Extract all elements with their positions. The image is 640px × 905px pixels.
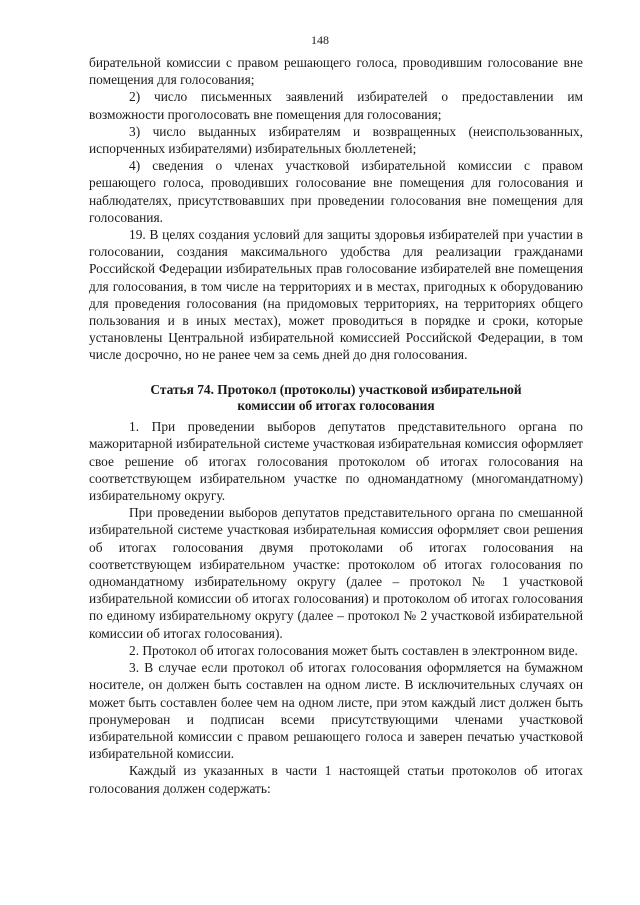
page-content [89, 54, 583, 797]
article-title-line: комиссии об итогах голосования [237, 398, 435, 414]
paragraph: 4) сведения о членах участковой избирательной комиссии с правом решающего голоса, проводивших голосование вне помещения для голосования и наблюдателях, присутствовавших при проведении голосования вне помещения для голосования. [89, 158, 583, 225]
paragraph: 1. При проведении выборов депутатов представительного органа по мажоритарной избирательной системе участковая избирательная комиссия оформляет свое решение об итогах голосования протоколом об итогах голосования на соответствующем избирательном участке по одномандатному (многомандатному) избирательному округу. [89, 419, 583, 504]
paragraph: Каждый из указанных в части 1 настоящей статьи протоколов об итогах голосования должен содержать: [89, 763, 583, 796]
paragraph: 3. В случае если протокол об итогах голосования оформляется на бумажном носителе, он должен быть составлен на одном листе. В исключительных случаях он может быть составлен более чем на одном листе, при этом каждый лист должен быть пронумерован и подписан всеми присутствующими членами участковой избирательной комиссии с правом решающего голоса и заверен печатью участковой избирательной комиссии. [89, 660, 583, 762]
paragraph: бирательной комиссии с правом решающего голоса, проводившим голосование вне помещения для голосования; [89, 55, 583, 88]
page-number: 148 [311, 33, 329, 47]
paragraph: 2) число письменных заявлений избирателей о предоставлении им возможности проголосовать вне помещения для голосования; [89, 89, 583, 122]
article-title-line: Статья 74. Протокол (протоколы) участковой избирательной [150, 381, 522, 397]
article-title [89, 382, 583, 416]
paragraph: 19. В целях создания условий для защиты здоровья избирателей при участии в голосовании, создания максимального удобства для реализации гражданами Российской Федерации избирательных прав голосование избирателей вне помещения для голосования, в том числе на территориях и в местах, пригодных к оборудованию для проведения голосования (на придомовых территориях, на территориях общего пользования и в иных местах), может проводиться в порядке и сроки, которые установлены Центральной избирательной комиссией Российской Федерации, в том числе досрочно, но не ранее чем за семь дней до дня голосования. [89, 227, 583, 363]
paragraph: При проведении выборов депутатов представительного органа по смешанной избирательной системе участковая избирательная комиссия оформляет свои решения об итогах голосования двумя протоколами об итогах голосования на соответствующем избирательном участке: протоколом об итогах голосования по одномандатному избирательному округу (далее – протокол № 1 участковой избирательной комиссии об итогах голосования) и протоколом об итогах голосования по единому избирательному округу (далее – протокол № 2 участковой избирательной комиссии об итогах голосования). [89, 505, 583, 641]
paragraph: 2. Протокол об итогах голосования может быть составлен в электронном виде. [129, 642, 578, 658]
paragraph: 3) число выданных избирателям и возвращенных (неиспользованных, испорченных избирателями) избирательных бюллетеней; [89, 123, 583, 157]
